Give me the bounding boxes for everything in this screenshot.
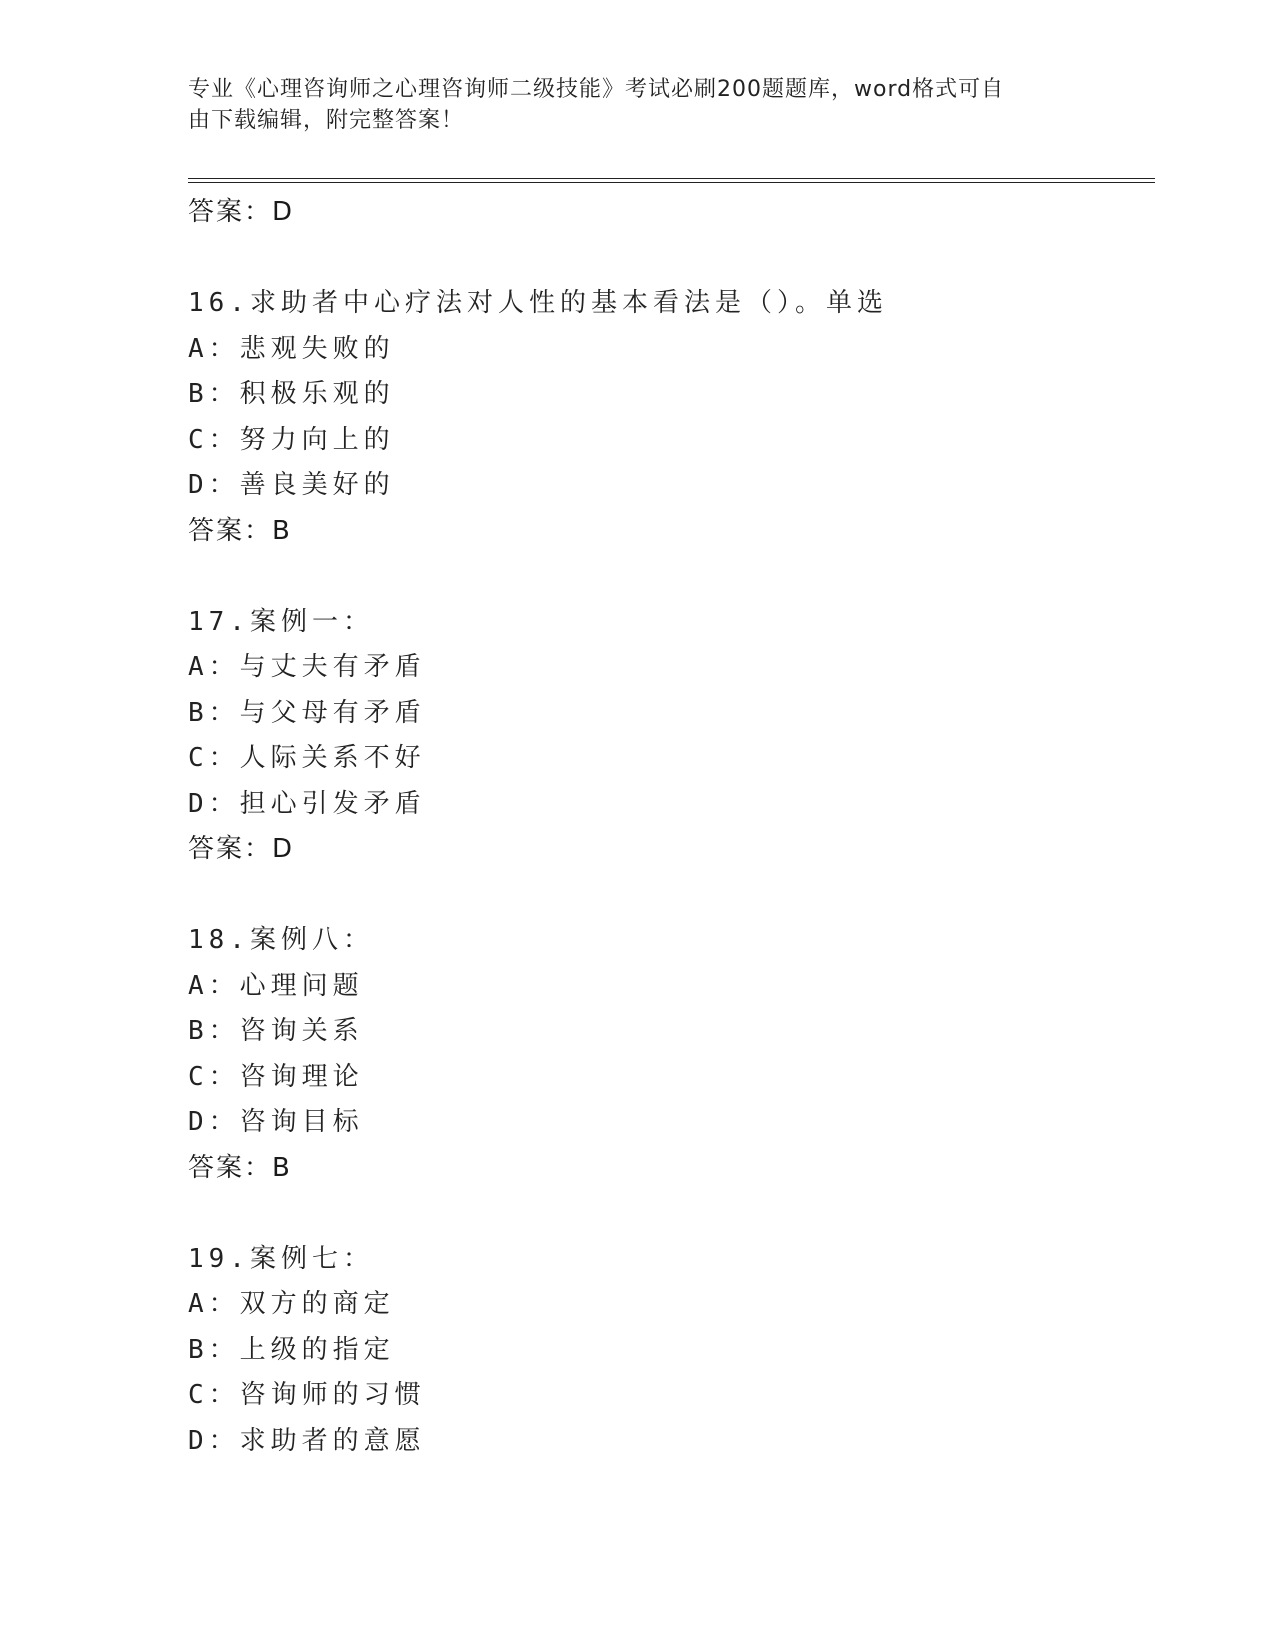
answer-line: 答案：D (188, 834, 295, 864)
answer-line: 答案：B (188, 515, 292, 546)
option-d: D：善良美好的 (188, 470, 395, 500)
option-a: A：与丈夫有矛盾 (188, 652, 426, 682)
header-rule-top (188, 178, 1155, 179)
option-b: B：积极乐观的 (188, 379, 395, 409)
option-d: D：担心引发矛盾 (188, 788, 426, 819)
option-a: A：悲观失败的 (188, 333, 395, 364)
header-rule-bottom (188, 182, 1155, 183)
question-title: 17.案例一： (188, 606, 374, 637)
question-title: 18.案例八： (188, 925, 374, 955)
question-block (188, 918, 1155, 1191)
option-d: D：求助者的意愿 (188, 1425, 426, 1456)
option-a: A：双方的商定 (188, 1289, 395, 1319)
option-c: C：咨询师的习惯 (188, 1380, 426, 1410)
option-a: A：心理问题 (188, 970, 364, 1001)
question-block (188, 1237, 1155, 1465)
question-title: 16.求助者中心疗法对人性的基本看法是（）。单选 (188, 288, 888, 318)
option-c: C：努力向上的 (188, 424, 395, 455)
header-line-2: 由下载编辑，附完整答案！ (188, 108, 465, 133)
option-d: D：咨询目标 (188, 1107, 364, 1137)
spacer (188, 873, 1155, 919)
spacer (188, 236, 1155, 282)
spacer (188, 1191, 1155, 1237)
option-c: C：咨询理论 (188, 1061, 364, 1092)
header-line-1: 专业《心理咨询师之心理咨询师二级技能》考试必刷200题题库，word格式可自 (188, 77, 1005, 102)
question-title: 19.案例七： (188, 1243, 374, 1274)
question-block (188, 281, 1155, 554)
answer-line: 答案：D (188, 197, 295, 227)
spacer (188, 554, 1155, 600)
document-header (188, 74, 1068, 136)
answer-line: 答案：B (188, 1152, 292, 1183)
option-c: C：人际关系不好 (188, 743, 426, 773)
question-list (188, 190, 1155, 1464)
option-b: B：咨询关系 (188, 1016, 364, 1046)
option-b: B：与父母有矛盾 (188, 697, 426, 728)
question-block (188, 600, 1155, 873)
option-b: B：上级的指定 (188, 1334, 395, 1365)
